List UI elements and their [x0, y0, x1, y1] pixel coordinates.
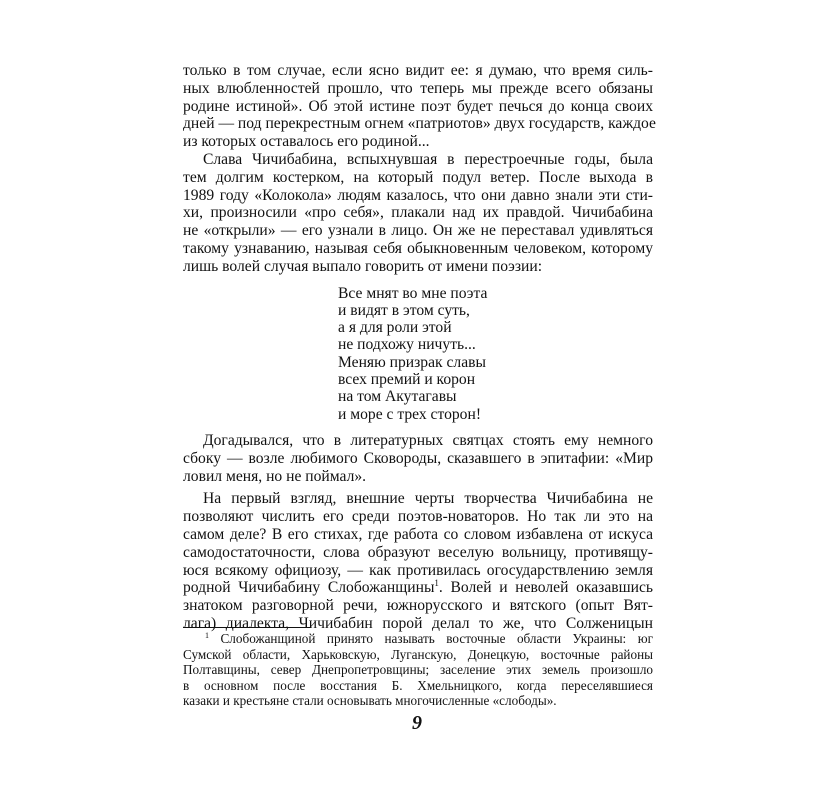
page-number: 9 [412, 712, 422, 734]
text-line: ловил меня, но не поймал». [183, 467, 367, 485]
poem-line: не подхожу ничуть... [338, 336, 476, 354]
footnote [183, 631, 653, 709]
text-line [183, 579, 653, 597]
poem-line: Все мнят во мне поэта [338, 284, 488, 302]
text-fragment: . Волей и неволей оказавшись [438, 579, 653, 597]
poem-line: а я для роли этой [338, 319, 452, 337]
text-line: Догадывался, что в литературных святцах стоять ему немного [203, 431, 653, 449]
footnote-marker: 1 [205, 631, 209, 640]
text-line: лага) диалекта, Чичибабин порой делал то же, что Солженицын [183, 614, 653, 632]
poem-line: и море с трех сторон! [338, 405, 482, 423]
text-line: сбоку — возле любимого Сковороды, сказавшего в эпитафии: «Мир [183, 449, 653, 467]
text-line: позволяют числить его среди поэтов-новаторов. Но так ли это на [183, 508, 653, 526]
text-fragment: родной Чичибабину Слобожанщины [183, 579, 435, 597]
text-line: из которых оставалось его родиной... [183, 133, 430, 151]
text-line: тем долгим костерком, на который подул ветер. После выхода в [183, 168, 653, 186]
poem-block [338, 285, 653, 423]
poem-line: всех премий и корон [338, 371, 476, 389]
text-line: только в том случае, если ясно видит ее: я думаю, что время силь- [183, 62, 653, 79]
footnote-rule [183, 627, 310, 628]
text-line: такому узнаванию, называя себя обыкновенным человеком, которому [183, 239, 653, 257]
paragraph-3 [183, 432, 653, 485]
poem-line: на том Акутагавы [338, 388, 457, 406]
paragraph-4 [183, 490, 653, 632]
text-line: лишь волей случая выпало говорить от имени поэзии: [183, 257, 543, 275]
text-line: не «открыли» — его узнали в лицо. Он же не переставал удивляться [183, 222, 653, 240]
poem-line: Меняю призрак славы [338, 353, 486, 371]
text-line: ных влюбленностей прошло, что теперь мы прежде всего обязаны [183, 79, 653, 97]
paragraph-2 [183, 151, 653, 276]
paragraph-1 [183, 62, 656, 151]
text-line: хи, произносили «про себя», плакали над их правдой. Чичибабина [183, 204, 653, 222]
body-text [183, 62, 656, 633]
poem-line: и видят в этом суть, [338, 301, 470, 319]
text-line: самом деле? В его стихах, где работа со словом избавлена от искуса [183, 525, 653, 543]
text-line: дней — под перекрестным огнем «патриотов» двух государств, каждое [183, 115, 656, 133]
footnote-line: казаки и крестьяне стали основывать многочисленные «слободы». [183, 693, 557, 709]
footnote-ref-marker[interactable]: 1 [434, 578, 439, 589]
text-line: юся всякому официозу, — как противилась огосударствлению земля [183, 561, 653, 579]
footnote-line [183, 631, 653, 647]
text-line: родине истиной». Об этой истине поэт будет печься до конца своих [183, 97, 653, 115]
text-line: знатоком разговорной речи, южнорусского и вятского (опыт Вят- [183, 597, 653, 615]
text-fragment: Слобожанщиной принято называть восточные области Украины: юг [220, 631, 653, 646]
footnote-line: Сумской области, Харьковскую, Луганскую, Донецкую, восточные районы [183, 646, 653, 662]
text-line: Слава Чичибабина, вспыхнувшая в перестроечные годы, была [203, 150, 653, 168]
text-line: На первый взгляд, внешние черты творчества Чичибабина не [203, 490, 653, 508]
footnote-line: Полтавщины, север Днепропетровщины; заселение этих земель произошло [183, 662, 653, 678]
footnote-line: в основном после восстания Б. Хмельницкого, когда переселявшиеся [183, 677, 653, 693]
text-line: 1989 году «Колокола» людям казалось, что они давно знали эти сти- [183, 186, 653, 204]
text-line: самодостаточности, слова образуют веселую вольницу, противящу- [183, 543, 653, 561]
